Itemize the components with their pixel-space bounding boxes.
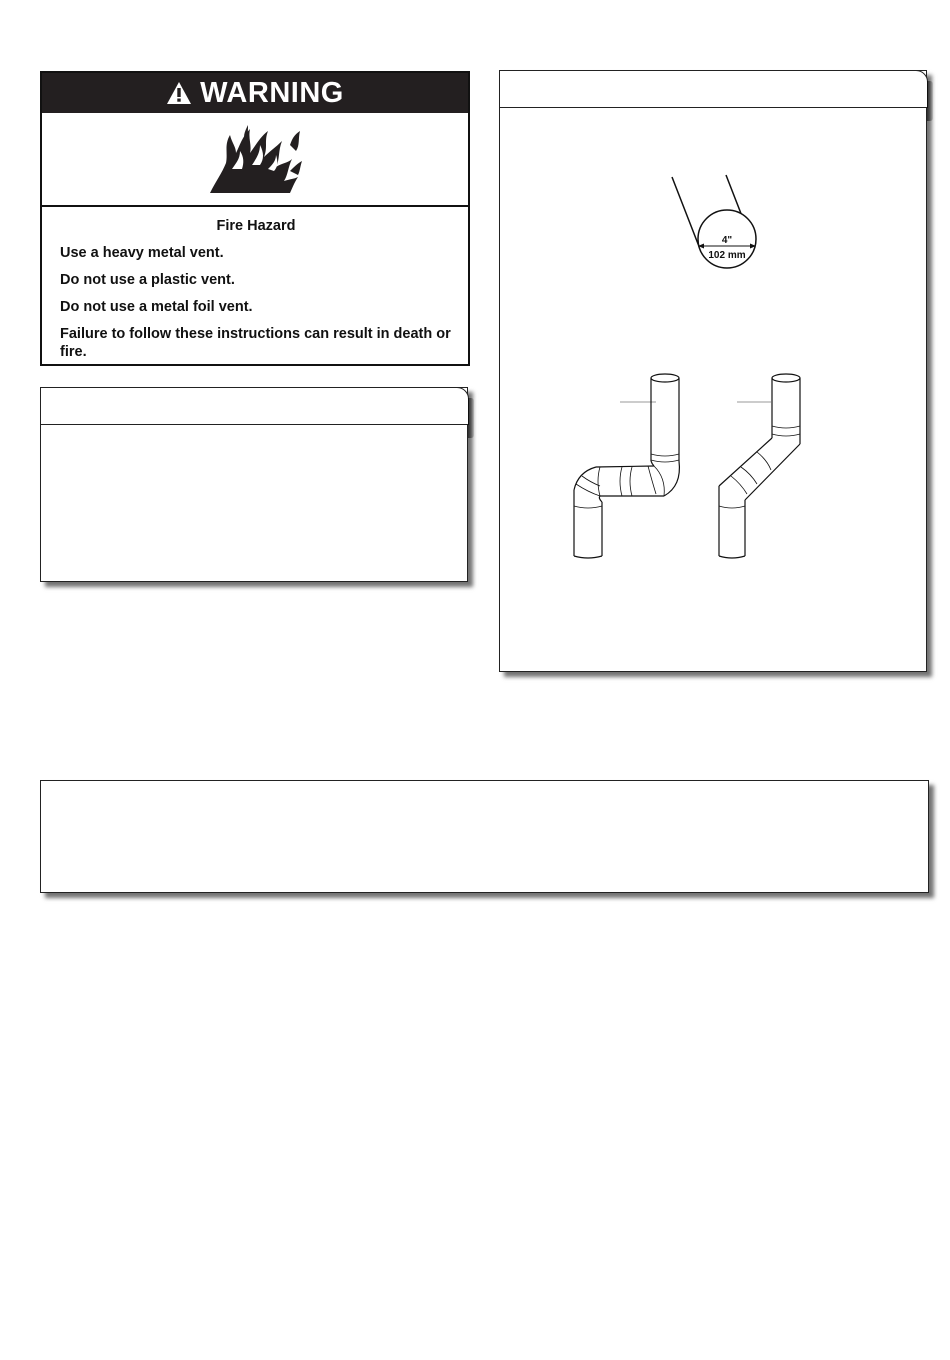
elbow-vent-diagram-right xyxy=(705,366,815,566)
hazard-line: Do not use a plastic vent. xyxy=(60,272,235,288)
hazard-line: Do not use a metal foil vent. xyxy=(60,299,253,315)
diameter-mm-label: 102 mm xyxy=(708,250,746,261)
panel-tab xyxy=(499,70,928,108)
hazard-line: Use a heavy metal vent. xyxy=(60,245,224,261)
fire-hazard-warning xyxy=(40,71,470,366)
flame-icon xyxy=(206,123,306,195)
hazard-line: Failure to follow these instructions can result in death or fire. xyxy=(60,326,451,360)
vent-diagram-panel xyxy=(499,70,927,672)
warning-triangle-icon xyxy=(166,81,192,105)
elbow-vent-diagram-left xyxy=(560,366,690,566)
warning-title: WARNING xyxy=(200,76,344,109)
panel-tab xyxy=(40,387,469,425)
left-info-panel xyxy=(40,387,468,582)
hazard-title: Fire Hazard xyxy=(216,218,296,234)
vent-diameter-diagram xyxy=(660,169,770,281)
bottom-info-panel xyxy=(40,780,929,893)
warning-header xyxy=(42,73,468,113)
diameter-inches-label: 4" xyxy=(721,235,733,246)
